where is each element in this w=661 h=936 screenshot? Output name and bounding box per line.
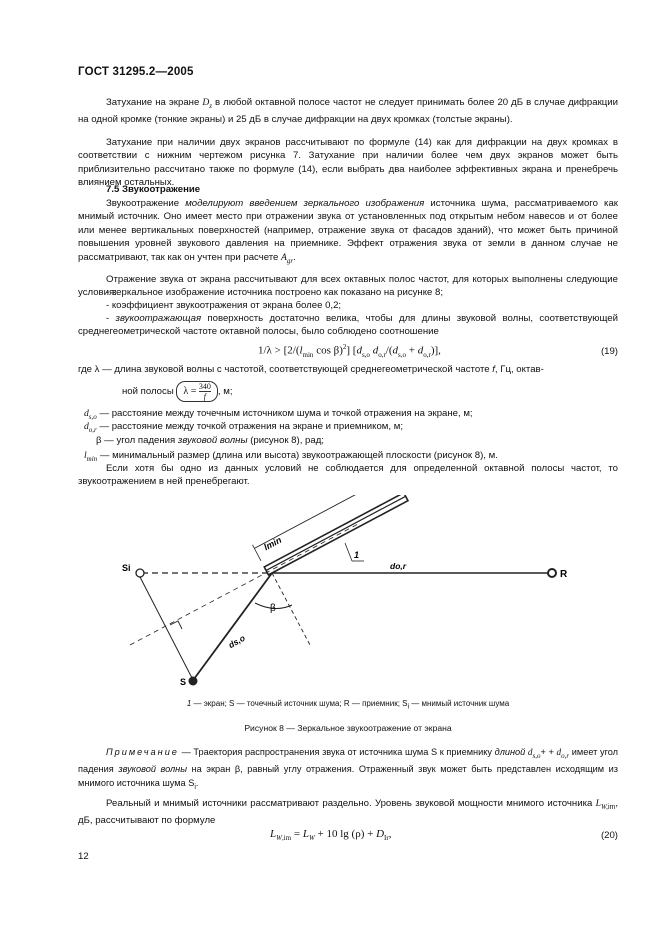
label-dor: do,r <box>390 561 407 571</box>
equation-19-number: (19) <box>600 346 618 357</box>
paragraph-reflection-model: Звукоотражение моделируют введением зеркального изображения источника шума, рассматриваемого как мнимый источник. Оно имеет место при отражении звука от установленных под открытым небом навесов и от более или менее вертикальных поверхностей (например, отражение звука от фасадов зданий), что может быть причиной повышения уровней звукового давления на приемнике. Эффект отражения звука от земли в данном случае не рассматривают, так как он учтен при расчете $A_{gr}$. <box>78 198 618 265</box>
definition-lambda: где λ — длина звуковой волны с частотой, соответствующей среднегеометрической частоте f, Гц, октав- <box>78 364 544 375</box>
label-1: 1 <box>354 550 360 560</box>
note-paragraph: Примечание — Траектория распространения звука от источника шума S к приемнику длиной $d_{s,o}+ + d_{o,r}$ имеет угол падения звуковой волны на экран β, равный углу отражения. Отраженный звук может быть представлен исходящим из мнимого источника шума $S_i$. <box>78 747 619 791</box>
page-number: 12 <box>78 851 89 862</box>
definition-lmin: $l_{min}$ — минимальный размер (длина или высота) звукоотражающей плоскости (рисунок 8), м. <box>84 450 498 463</box>
document-header: ГОСТ 31295.2—2005 <box>78 66 194 78</box>
incident-path-line <box>194 573 272 679</box>
label-dso: ds,o <box>226 632 247 651</box>
section-title: 7.5 Звукоотражение <box>106 184 201 195</box>
paragraph-image-source-power: Реальный и мнимый источники рассматривают раздельно. Уровень звуковой мощности мнимого источника $L_{W,im}$, дБ, рассчитывают по формуле <box>78 798 618 827</box>
paragraph-two-screens: Затухание при наличии двух экранов рассчитывают по формуле (14) как для дифракции на двух кромках в соответствии с нижним чертежом рисунка 7. Затухание при наличии более чем двух экранов может быть приблизительно рассчитано также по формуле (14), если выбрать два наиболее эффективных экрана и пренебречь влиянием остальных. <box>78 137 618 189</box>
receiver-marker <box>548 569 556 577</box>
definition-lambda-cont: ной полосы λ = $\frac{340}{f}$ , м; <box>122 382 233 401</box>
label-r: R <box>560 569 568 580</box>
paragraph-conditions-intro: Отражение звука от экрана рассчитывают для всех октавных полос частот, для которых выполнены следующие условия: <box>78 274 618 299</box>
image-source-marker <box>136 569 144 577</box>
equation-20: $L_{W,im} = L_W + 10$ $\lg (\rho) + D_{Ir}$, <box>270 828 392 843</box>
source-marker <box>189 677 197 685</box>
label-si: Si <box>122 563 131 573</box>
equation-19: $1/\lambda > [2/(l_{min}$ cos β)$^2$] [$d_{s,o}$ $d_{o,r}/(d_{s,o} + d_{o,r})$], <box>258 343 441 359</box>
definition-beta: β — угол падения звуковой волны (рисунок 8), рад; <box>96 435 324 446</box>
condition-3: - звукоотражающая поверхность достаточно велика, чтобы для длины звуковой волны, соответствующей среднегеометрической частоте октавной полосы, было соблюдено соотношение <box>78 313 618 338</box>
condition-2: - коэффициент звукоотражения от экрана более 0,2; <box>106 300 342 311</box>
equation-20-number: (20) <box>600 830 618 841</box>
label-lmin: lmin <box>262 534 284 553</box>
label-s: S <box>180 677 187 687</box>
label-beta: β <box>270 603 276 614</box>
definition-dso: $d_{s,o}$ — расстояние между точечным источником шума и точкой отражения на экране, м; <box>84 408 473 421</box>
figure-caption: Рисунок 8 — Зеркальное звукоотражение от экрана <box>244 723 452 733</box>
paragraph-screen-attenuation: Затухание на экране $D_z$ в любой октавной полосе частот не следует принимать более 20 дБ в случае дифракции на одной кромке (тонкие экраны) и 25 дБ в случае дифракции на двух кромках (толстые экраны). <box>78 97 618 126</box>
definition-dor: $d_{o,r}$ — расстояние между точкой отражения на экране и приемником, м; <box>84 421 403 434</box>
figure-legend: 1 — экран; S — точечный источник шума; R — приемник; $S_i$ — мнимый источник шума <box>186 699 510 711</box>
condition-1: - зеркальное изображение источника построено как показано на рисунке 8; <box>106 287 444 298</box>
paragraph-neglect: Если хотя бы одно из данных условий не соблюдается для определенной октавной полосы частот, то звукоотражением в ней пренебрегают. <box>78 463 618 488</box>
figure-8-diagram <box>100 495 580 695</box>
mirror-line <box>140 577 192 678</box>
